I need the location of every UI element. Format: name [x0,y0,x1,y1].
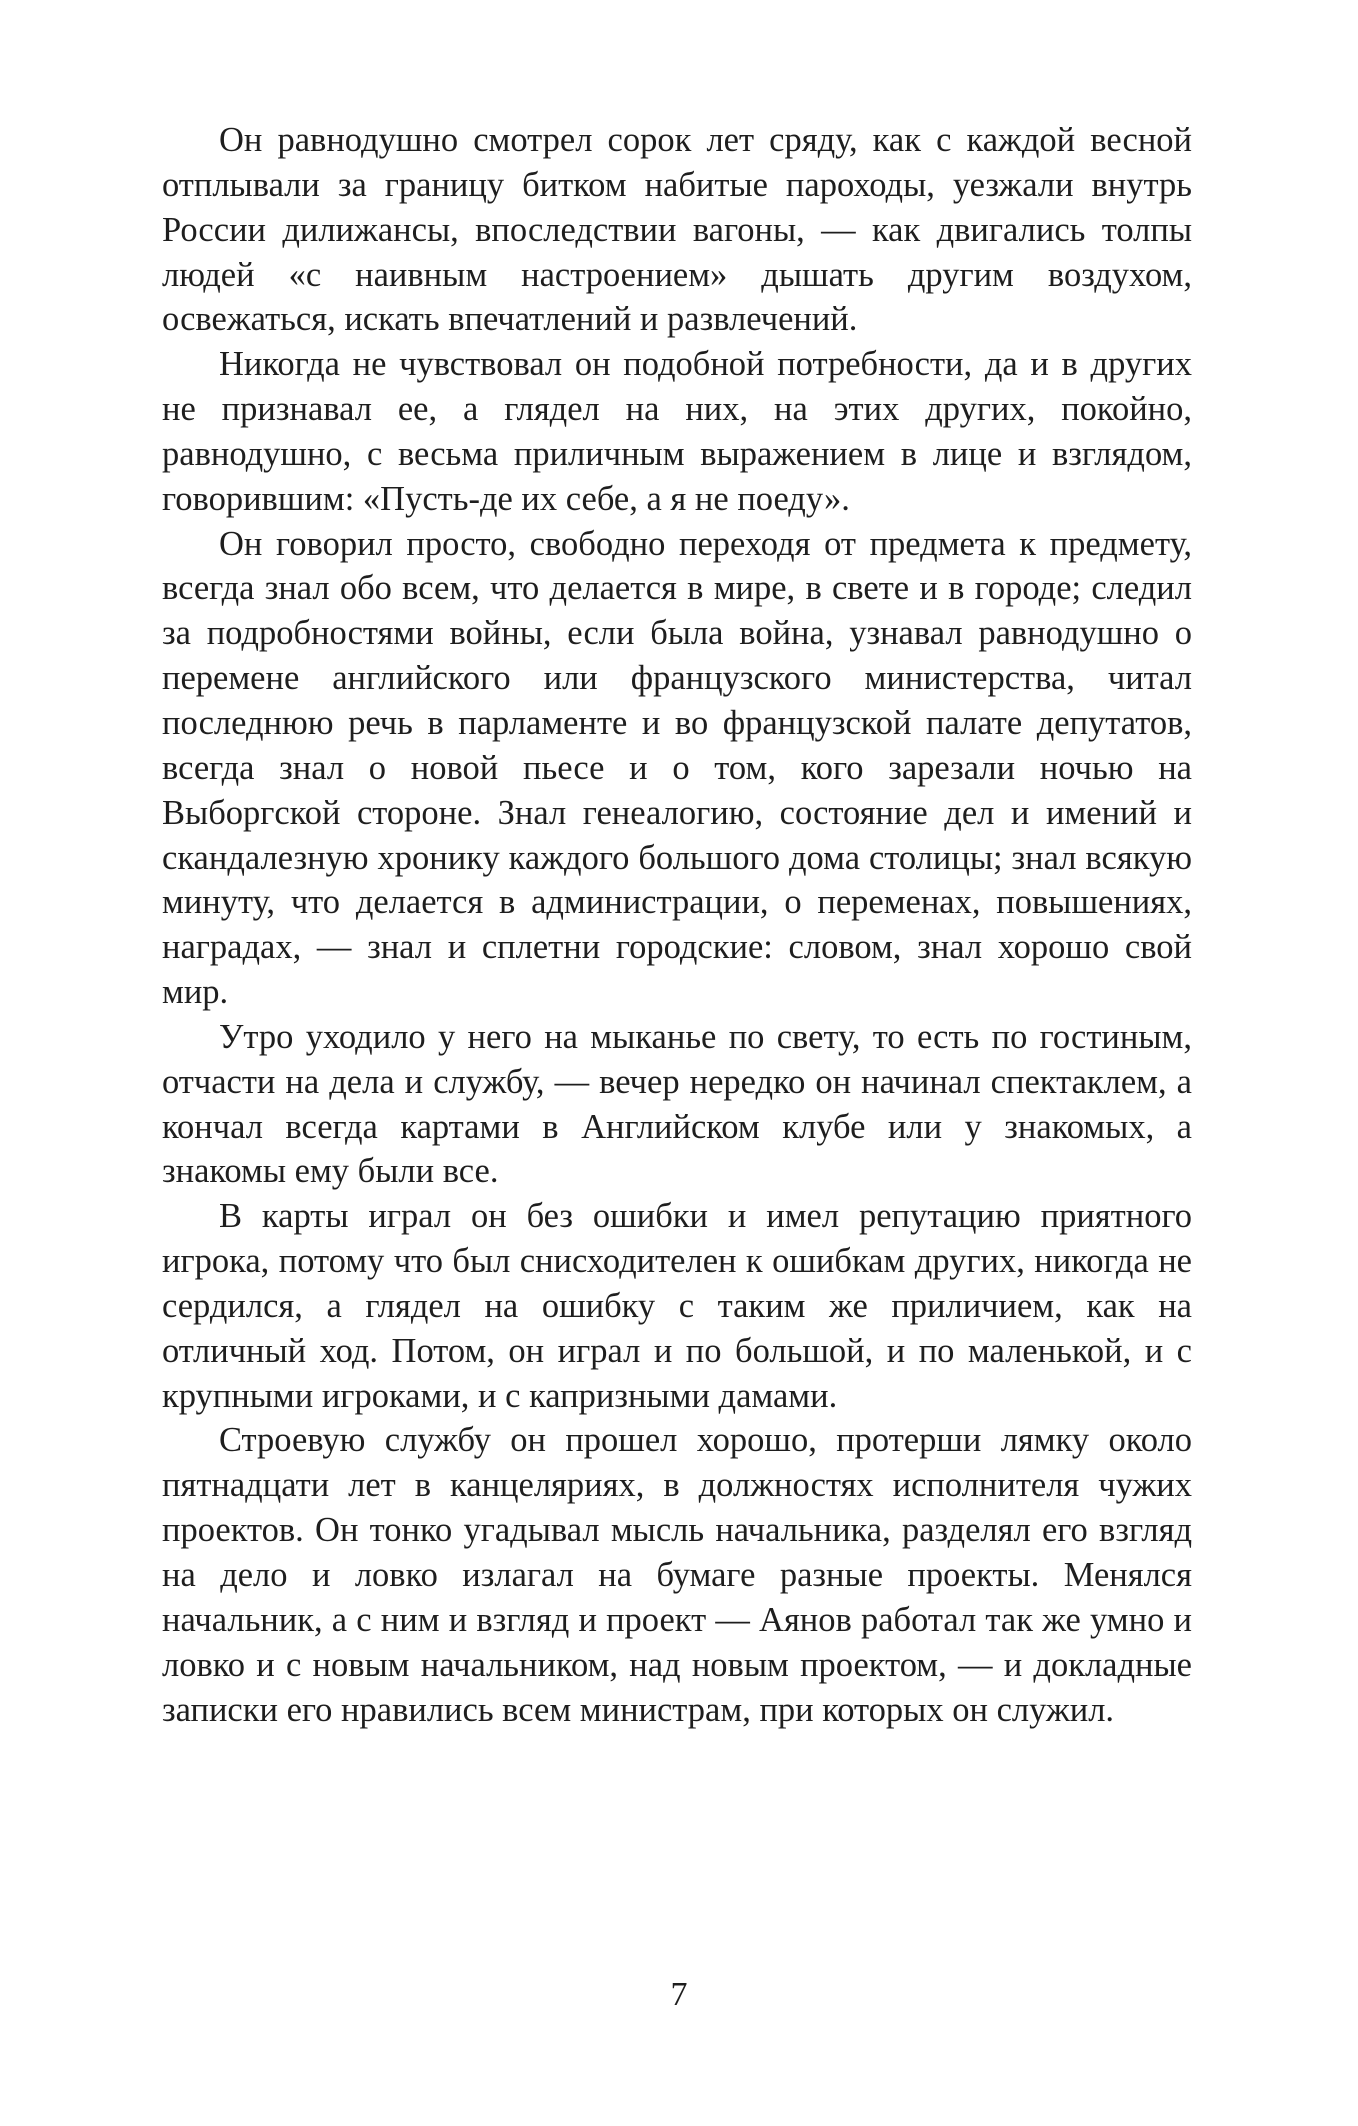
paragraph-5: В карты играл он без ошибки и имел репутацию приятного игрока, потому что был снисходителен к ошибкам других, никогда не сердился, а глядел на ошибку с таким же приличием, как на отличный ход. Потом, он играл и по большой, и по маленькой, и с крупными игроками, и с капризными дамами. [162,1197,1192,1415]
body-text [162,118,1192,1732]
paragraph-1: Он равнодушно смотрел сорок лет сряду, как с каждой весной отплывали за границу битком набитые пароходы, уезжали внутрь России дилижансы, впоследствии вагоны, — как двигались толпы людей «с наивным настроением» дышать другим воздухом, освежаться, искать впечатлений и развлечений. [162,121,1192,339]
page-number: 7 [670,1976,688,2013]
paragraph-4: Утро уходило у него на мыканье по свету, то есть по гостиным, отчасти на дела и службу, — вечер нередко он начинал спектаклем, а кончал всегда картами в Английском клубе или у знакомых, а знакомы ему были все. [162,1017,1192,1191]
paragraph-3: Он говорил просто, свободно переходя от предмета к предмету, всегда знал обо всем, что делается в мире, в свете и в городе; следил за подробностями войны, если была война, узнавал равнодушно о перемене английского или французского министерства, читал последнюю речь в парламенте и во французской палате депутатов, всегда знал о новой пьесе и о том, кого зарезали ночью на Выборгской стороне. Знал генеалогию, состояние дел и имений и скандалезную хронику каждого большого дома столицы; знал всякую минуту, что делается в администрации, о переменах, повышениях, наградах, — знал и сплетни городские: словом, знал хорошо свой мир. [162,524,1192,1012]
paragraph-6: Строевую службу он прошел хорошо, протерши лямку около пятнадцати лет в канцеляриях, в должностях исполнителя чужих проектов. Он тонко угадывал мысль начальника, разделял его взгляд на дело и ловко излагал на бумаге разные проекты. Менялся начальник, а с ним и взгляд и проект — Аянов работал так же умно и ловко и с новым начальником, над новым проектом, — и докладные записки его нравились всем министрам, при которых он служил. [162,1421,1192,1729]
paragraph-2: Никогда не чувствовал он подобной потребности, да и в других не признавал ее, а глядел на них, на этих других, покойно, равнодушно, с весьма приличным выражением в лице и взглядом, говорившим: «Пусть-де их себе, а я не поеду». [162,345,1192,518]
